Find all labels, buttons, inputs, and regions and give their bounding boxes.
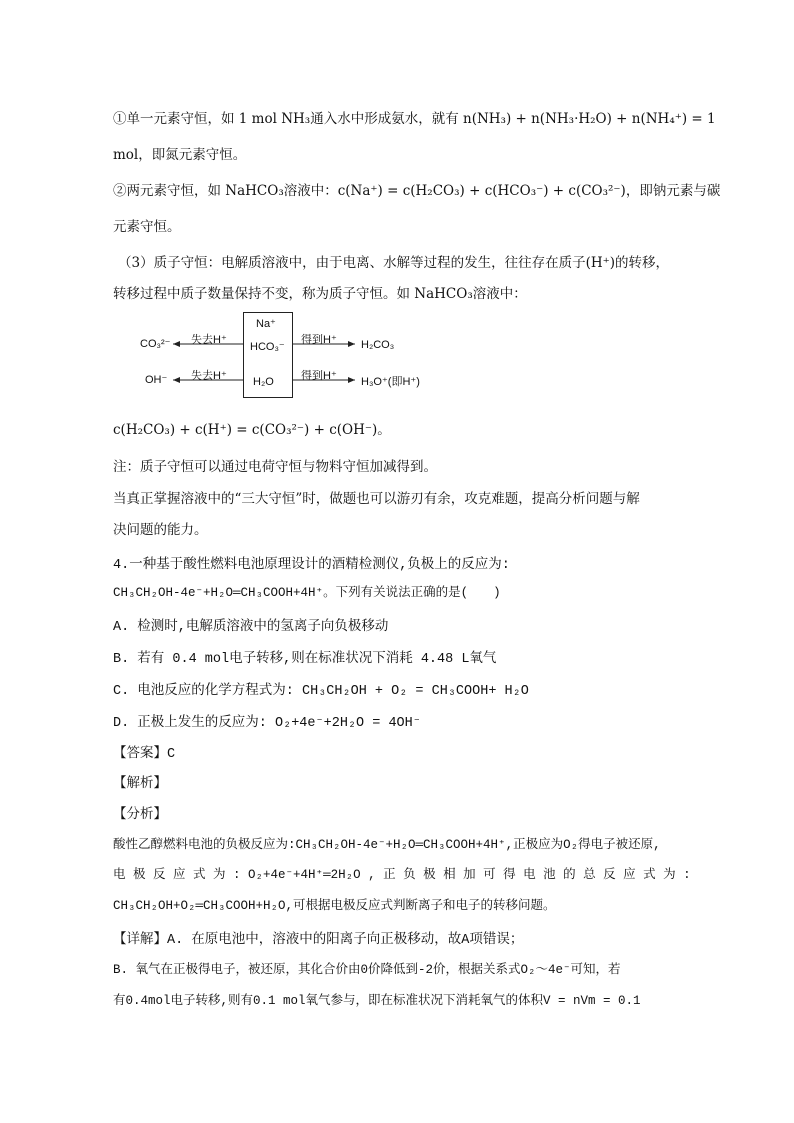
paragraph-element-conservation-1: ①单一元素守恒，如 1 mol NH₃通入水中形成氨水，就有 n(NH₃) + n(NH₃·H₂O) + n(NH₄⁺) = 1	[113, 111, 716, 127]
summary-line: 当真正掌握溶液中的“三大守恒”时，做题也可以游刃有余，攻克难题，提高分析问题与解	[113, 491, 640, 507]
label-carbonic-acid: H₂CO₃	[361, 339, 395, 351]
fenxi-paragraph: 酸性乙醇燃料电池的负极反应为:CH₃CH₂OH-4e⁻+H₂O═CH₃COOH+4H⁺,正极应为O₂得电子被还原,	[113, 838, 661, 852]
question-stem: 4.一种基于酸性燃料电池原理设计的酒精检测仪,负极上的反应为:	[113, 558, 510, 573]
summary-line-cont: 决问题的能力。	[113, 522, 208, 538]
paragraph-element-conservation-1-cont: mol，即氮元素守恒。	[113, 147, 247, 163]
paragraph-proton-conservation: （3）质子守恒：电解质溶液中，由于电离、水解等过程的发生，往往存在质子(H⁺)的转移，	[118, 255, 670, 271]
label-gain-h-top: 得到H⁺	[301, 334, 337, 346]
arrow-head-gain-top	[348, 341, 355, 347]
arrow-head-gain-bottom	[348, 377, 355, 383]
label-water: H₂O	[253, 376, 274, 388]
proton-conservation-formula: c(H₂CO₃) + c(H⁺) = c(CO₃²⁻) + c(OH⁻)。	[113, 422, 391, 438]
option-a: A. 检测时,电解质溶液中的氢离子向负极移动	[113, 620, 389, 635]
option-c: C. 电池反应的化学方程式为: CH₃CH₂OH + O₂ = CH₃COOH+ H₂O	[113, 684, 529, 699]
note-line: 注：质子守恒可以通过电荷守恒与物料守恒加减得到。	[113, 459, 437, 475]
label-gain-h-bottom: 得到H⁺	[301, 370, 337, 382]
fenxi-paragraph-end: CH₃CH₂OH+O₂═CH₃COOH+H₂O,可根据电极反应式判断离子和电子的转移问题。	[113, 899, 556, 913]
detail-a: 【详解】A. 在原电池中，溶液中的阳离子向正极移动，故A项错误；	[113, 933, 524, 948]
label-carbonate: CO₃²⁻	[140, 338, 171, 350]
proton-transfer-diagram	[135, 310, 455, 400]
option-d: D. 正极上发生的反应为: O₂+4e⁻+2H₂O = 4OH⁻	[113, 716, 421, 731]
fenxi-heading: 【分析】	[113, 808, 167, 823]
label-lose-h-bottom: 失去H⁺	[191, 370, 227, 382]
detail-b-cont: 有0.4mol电子转移,则有0.1 mol氧气参与，即在标准状况下消耗氧气的体积V = nVm = 0.1	[113, 994, 641, 1008]
paragraph-proton-conservation-cont: 转移过程中质子数量保持不变，称为质子守恒。如 NaHCO₃溶液中：	[113, 286, 527, 302]
label-hydroxide: OH⁻	[145, 374, 168, 386]
label-lose-h-top: 失去H⁺	[191, 334, 227, 346]
label-sodium-ion: Na⁺	[256, 318, 276, 330]
detail-b: B. 氧气在正极得电子，被还原，其化合价由0价降低到-2价，根据关系式O₂～4e⁻可知，若	[113, 963, 621, 977]
paragraph-element-conservation-2: ②两元素守恒，如 NaHCO₃溶液中：c(Na⁺) = c(H₂CO₃) + c(HCO₃⁻) + c(CO₃²⁻)，即钠元素与碳	[113, 183, 721, 199]
option-b: B. 若有 0.4 mol电子转移,则在标准状况下消耗 4.48 L氧气	[113, 652, 497, 667]
arrow-head-lose-bottom	[173, 377, 180, 383]
arrow-head-lose-top	[173, 341, 180, 347]
paragraph-element-conservation-2-cont: 元素守恒。	[113, 219, 181, 235]
question-stem-reaction: CH₃CH₂OH-4e⁻+H₂O═CH₃COOH+4H⁺。下列有关说法正确的是( )	[113, 586, 501, 600]
analysis-heading: 【解析】	[113, 777, 167, 792]
label-hydronium: H₃O⁺(即H⁺)	[361, 376, 420, 388]
answer-label: 【答案】C	[113, 747, 176, 762]
label-bicarbonate: HCO₃⁻	[250, 341, 285, 353]
fenxi-paragraph-cont: 电 极 反 应 式 为 : O₂+4e⁻+4H⁺═2H₂O , 正 负 极 相 加 可 得 电 池 的 总 反 应 式 为 :	[113, 868, 691, 882]
